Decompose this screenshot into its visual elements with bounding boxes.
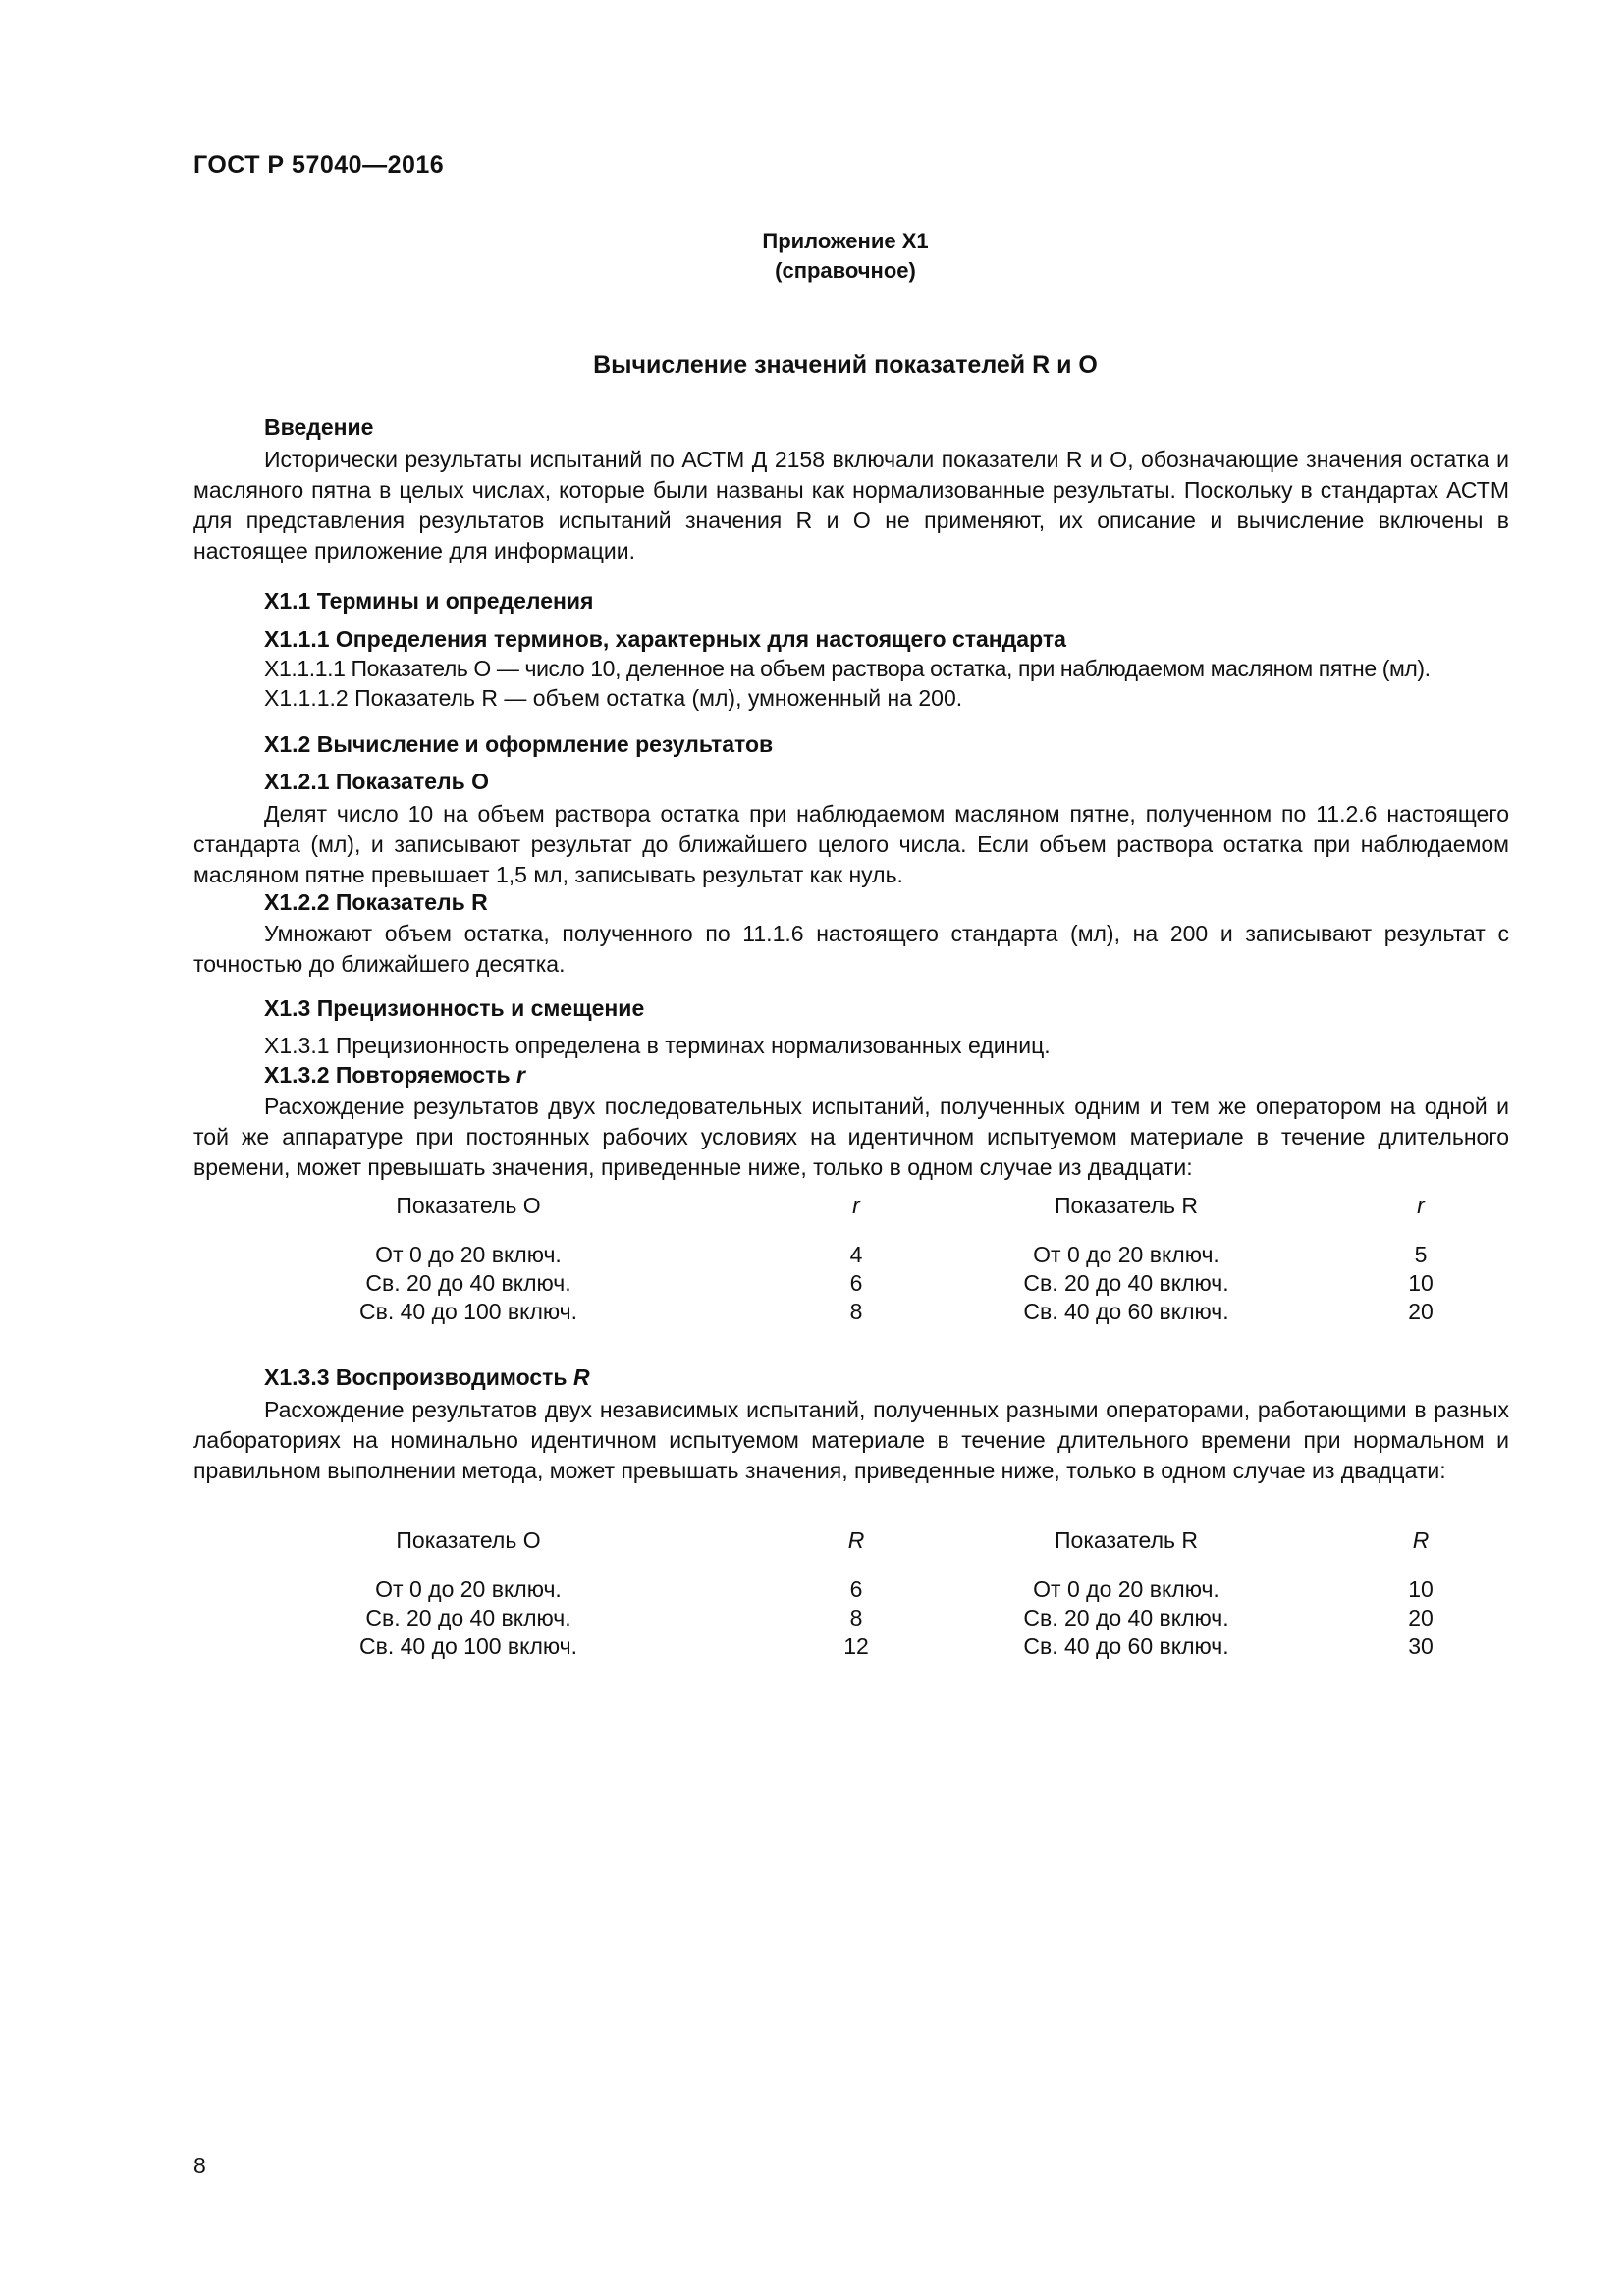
section-x1-3-1-text: X1.3.1 Прецизионность определена в терминах нормализованных единиц. — [264, 1033, 1051, 1058]
appendix-type: (справочное) — [775, 258, 916, 283]
table-cell: 6 — [849, 1270, 863, 1296]
table-header: r — [852, 1193, 860, 1218]
table-cell: Св. 20 до 40 включ. — [365, 1605, 571, 1630]
table-cell: 5 — [1414, 1242, 1428, 1267]
table-header: Показатель O — [396, 1527, 541, 1553]
table-cell: 4 — [849, 1242, 863, 1267]
table-cell: 30 — [1408, 1633, 1434, 1659]
table-cell: От 0 до 20 включ. — [1033, 1242, 1219, 1267]
document-header: ГОСТ Р 57040—2016 — [193, 151, 445, 179]
section-x1-2-1-heading: X1.2.1 Показатель O — [264, 769, 490, 794]
section-x1-3-3-heading — [264, 1364, 590, 1391]
section-x1-3-2-heading — [264, 1062, 525, 1089]
appendix-label: Приложение Х1 — [762, 229, 929, 253]
table-cell: 20 — [1408, 1605, 1434, 1630]
table-header: Показатель R — [1055, 1193, 1198, 1218]
table-cell: 8 — [849, 1605, 863, 1630]
section-x1-2-2-heading: X1.2.2 Показатель R — [264, 889, 488, 915]
intro-paragraph: Исторически результаты испытаний по АСТМ Д 2158 включали показатели R и O, обозначающие значения остатка и масляного пятна в целых числах, которые были названы как нормализованные результаты. Поскольку в стандартах АСТМ для представления результатов испытаний значения R и O не применяют, их описание и вычисление включены в настоящее приложение для информации. — [193, 447, 1509, 563]
table-header: R — [1412, 1527, 1430, 1553]
table-cell: От 0 до 20 включ. — [375, 1242, 562, 1267]
page-title: Вычисление значений показателей R и O — [593, 351, 1098, 379]
table-cell: Св. 20 до 40 включ. — [365, 1270, 571, 1296]
table-header: Показатель O — [396, 1193, 541, 1218]
table-cell: 20 — [1408, 1299, 1434, 1324]
section-x1-2-1-paragraph: Делят число 10 на объем раствора остатка при наблюдаемом масляном пятне, полученном по 11.2.6 настоящего стандарта (мл), и записывают результат до ближайшего целого числа. Если объем раствора остатка при наблюдаемом масляном пятне превышает 1,5 мл, записывать результат как нуль. — [193, 801, 1509, 887]
reproducibility-symbol: R — [572, 1364, 590, 1390]
page-number: 8 — [193, 2153, 206, 2178]
table-cell: 12 — [843, 1633, 869, 1659]
reproducibility-paragraph: Расхождение результатов двух независимых испытаний, полученных разными операторами, работающими в разных лабораториях на номинально идентичном испытуемом материале в течение длительного времени при нормальном и правильном выполнении метода, может превышать значения, приведенные ниже, только в одном случае из двадцати: — [193, 1397, 1509, 1483]
section-x1-1-heading: X1.1 Термины и определения — [264, 588, 594, 614]
section-x1-2-heading: X1.2 Вычисление и оформление результатов — [264, 731, 774, 757]
section-x1-3-heading: X1.3 Прецизионность и смещение — [264, 995, 645, 1021]
table-cell: Св. 40 до 100 включ. — [358, 1633, 578, 1659]
section-x1-1-1-heading: X1.1.1 Определения терминов, характерных для настоящего стандарта — [264, 626, 1066, 652]
table-cell: 8 — [849, 1299, 863, 1324]
table-header: r — [1417, 1193, 1425, 1218]
table-cell: 10 — [1408, 1270, 1434, 1296]
table-cell: От 0 до 20 включ. — [375, 1576, 562, 1602]
repeatability-symbol: r — [516, 1062, 525, 1088]
table-cell: Св. 40 до 100 включ. — [358, 1299, 578, 1324]
table-header: R — [847, 1527, 865, 1553]
table-cell: Св. 20 до 40 включ. — [1023, 1270, 1229, 1296]
section-x1-2-2-paragraph: Умножают объем остатка, полученного по 11.1.6 настоящего стандарта (мл), на 200 и записывают результат с точностью до ближайшего десятка. — [193, 921, 1509, 977]
repeatability-paragraph: Расхождение результатов двух последовательных испытаний, полученных одним и тем же оператором на одной и той же аппаратуре при постоянных рабочих условиях на идентичном испытуемом материале в течение длительного времени, может превышать значения, приведенные ниже, только в одном случае из двадцати: — [193, 1094, 1509, 1180]
table-cell: Св. 20 до 40 включ. — [1023, 1605, 1229, 1630]
table-cell: 6 — [849, 1576, 863, 1602]
table-cell: Св. 40 до 60 включ. — [1023, 1633, 1229, 1659]
definition-o: X1.1.1.1 Показатель O — число 10, деленное на объем раствора остатка, при наблюдаемом масляном пятне (мл). — [264, 656, 1431, 681]
table-cell: Св. 40 до 60 включ. — [1023, 1299, 1229, 1324]
definition-r: X1.1.1.2 Показатель R — объем остатка (мл), умноженный на 200. — [264, 685, 963, 711]
table-header: Показатель R — [1055, 1527, 1198, 1553]
table-cell: От 0 до 20 включ. — [1033, 1576, 1219, 1602]
table-cell: 10 — [1408, 1576, 1434, 1602]
reproducibility-heading-text: X1.3.3 Воспроизводимость — [264, 1364, 568, 1390]
repeatability-heading-text: X1.3.2 Повторяемость — [264, 1062, 511, 1088]
intro-heading: Введение — [264, 414, 374, 440]
